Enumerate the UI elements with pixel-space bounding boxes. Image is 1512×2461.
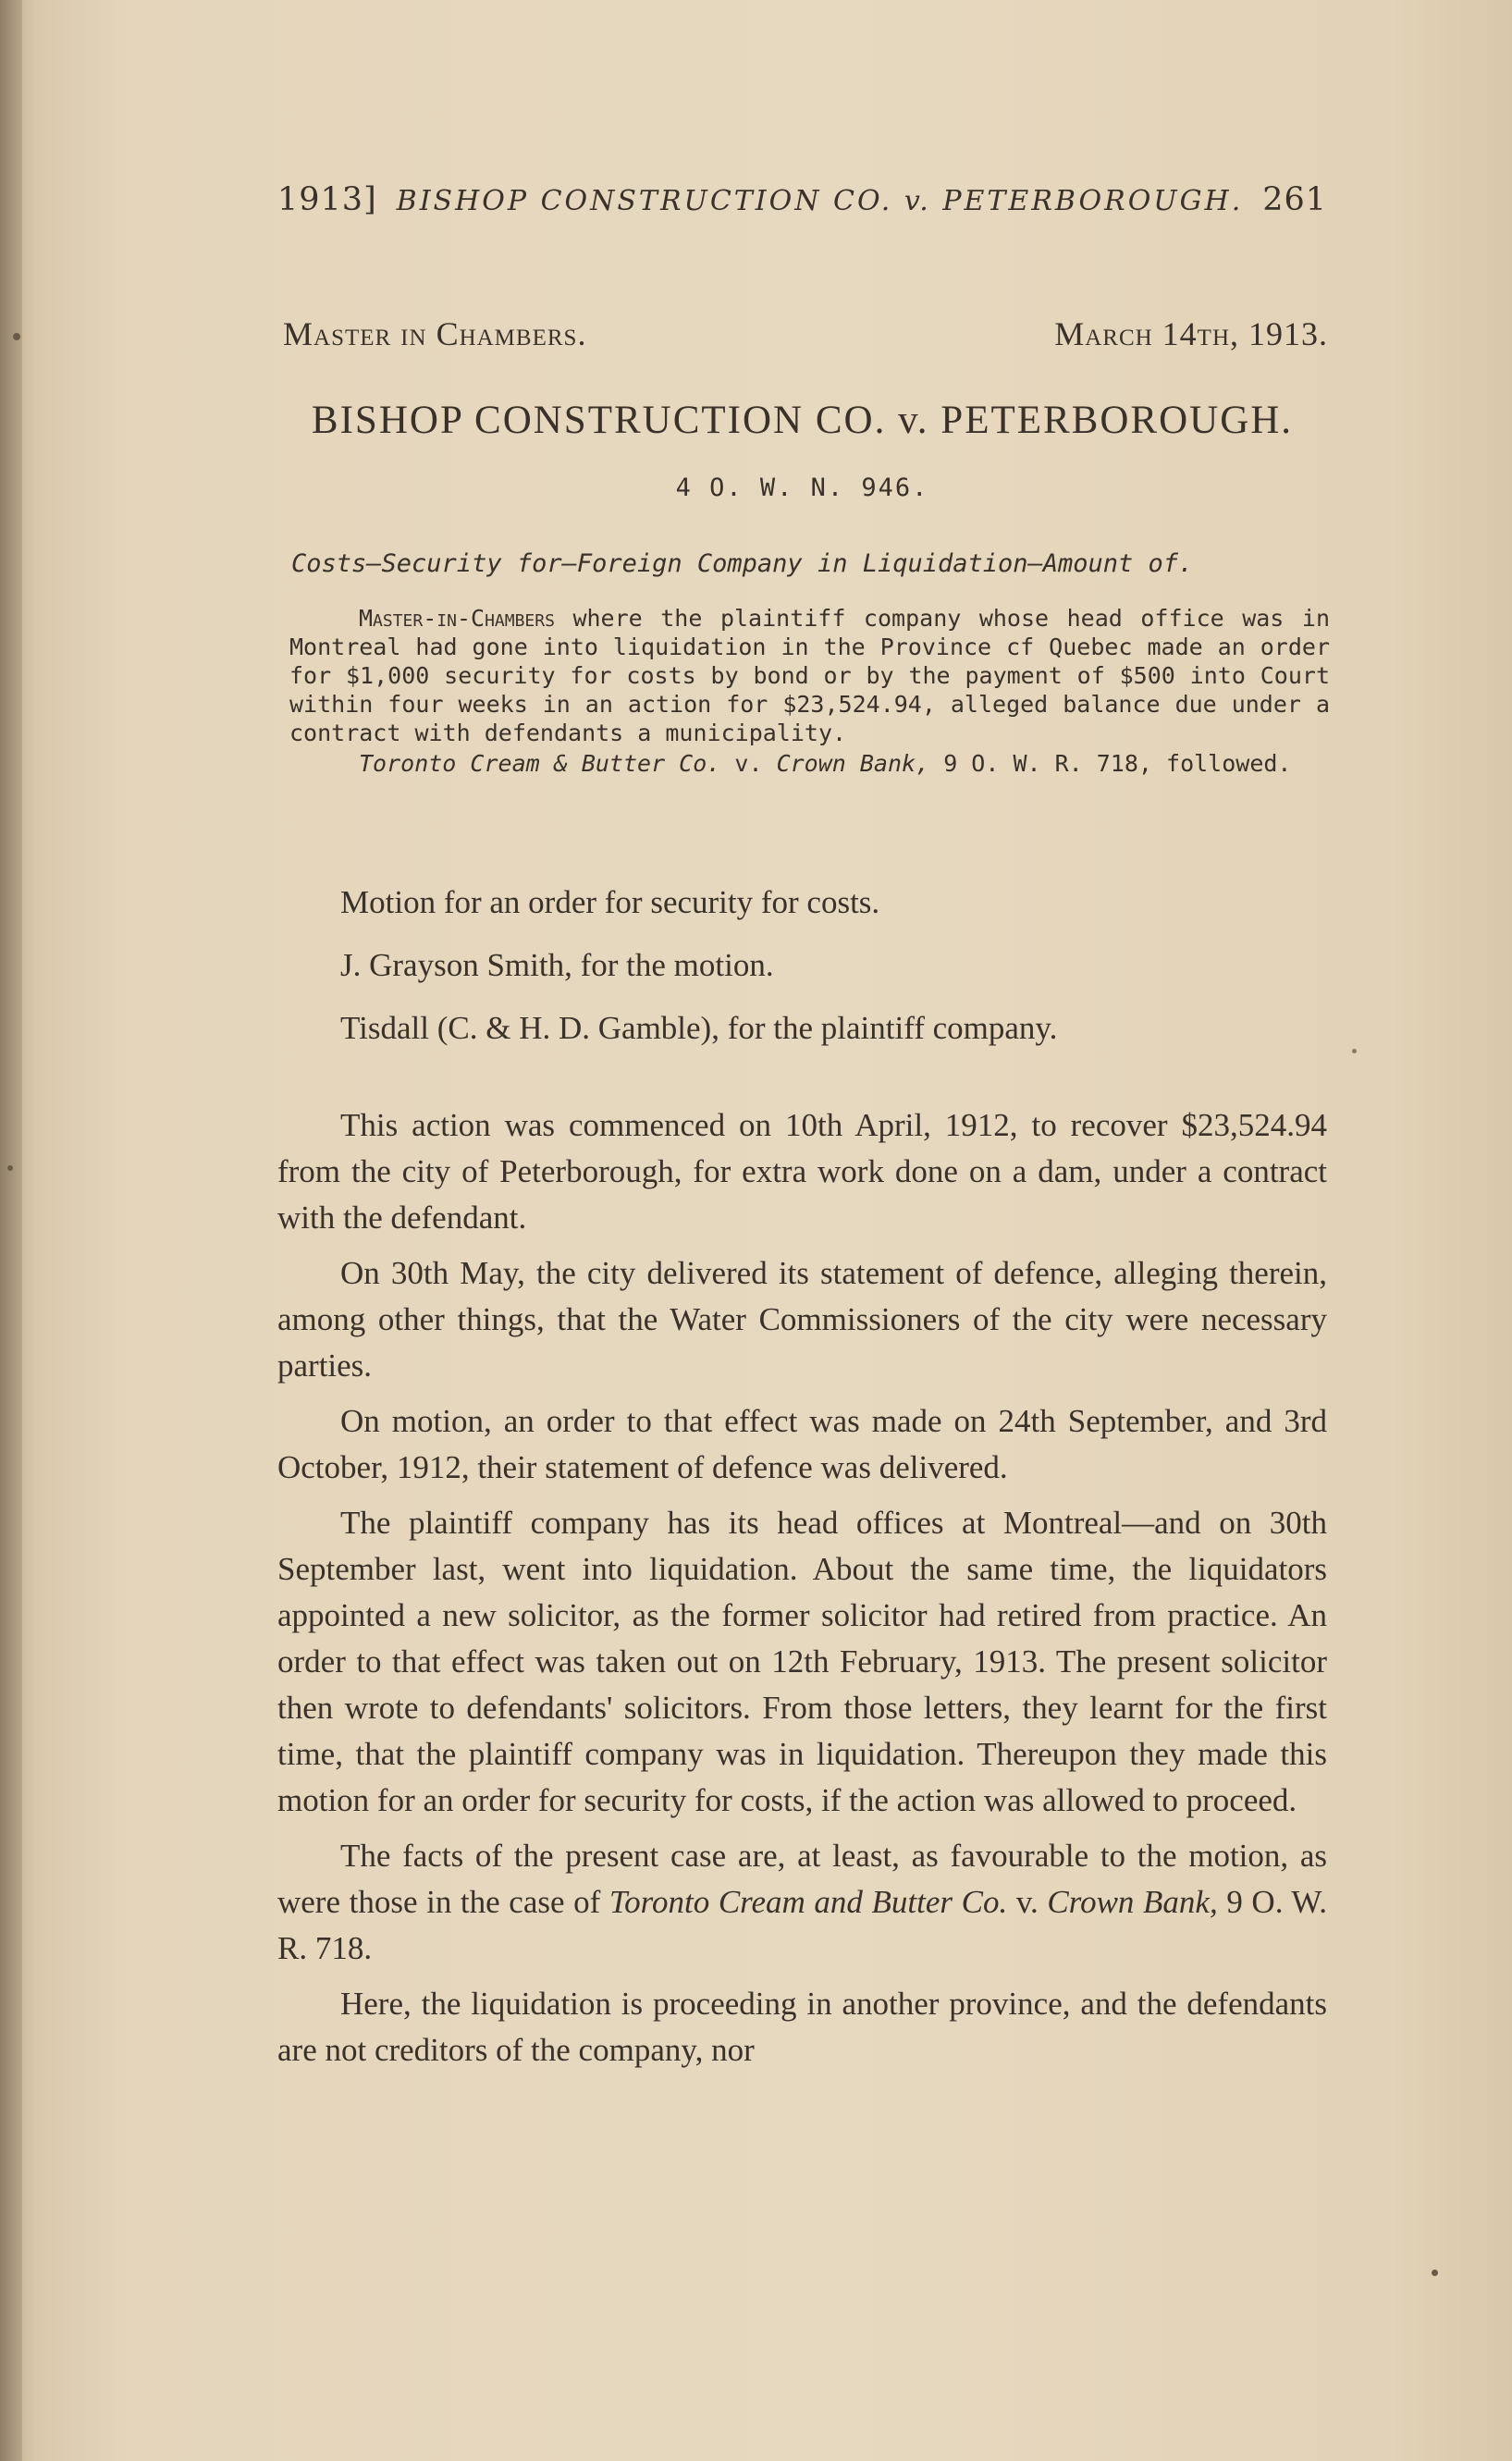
body-paragraph-1: This action was commenced on 10th April, 1912, to recover $23,524.94 from the city of Peterborough, for extra work done on a dam, under a contract with the defendant. <box>277 1107 1327 1236</box>
motion-line: Motion for an order for security for costs. <box>340 884 880 920</box>
followed-versus: v. <box>720 750 777 777</box>
court-line <box>283 314 1328 353</box>
catchwords: Costs—Security for—Foreign Company in Liquidation—Amount of. <box>291 549 1194 578</box>
counsel-section <box>340 884 1330 1073</box>
p5-case-a: Toronto Cream and Butter Co. <box>608 1884 1008 1920</box>
followed-case-name: Toronto Cream & Butter Co. <box>359 750 721 777</box>
p5-start: The facts of the present case are, at least, as favourable to the motion, as were those in the case of <box>277 1838 1327 1920</box>
body-paragraph-3: On motion, an order to that effect was made on 24th September, and 3rd October, 1912, their statement of defence was delivered. <box>277 1403 1327 1485</box>
headnote <box>289 604 1330 778</box>
running-head-year: 1913] <box>277 181 377 218</box>
p5-end: 9 O. W. R. 718. <box>277 1884 1327 1966</box>
paper-speck <box>7 1165 13 1171</box>
counsel-for-motion: J. Grayson Smith, for the motion. <box>340 947 774 983</box>
followed-citation: 9 O. W. R. 718, followed. <box>929 750 1292 777</box>
case-title: BISHOP CONSTRUCTION CO. v. PETERBOROUGH. <box>311 399 1294 442</box>
page-number: 261 <box>1262 181 1327 218</box>
decision-date: March 14th, 1913. <box>1054 315 1328 352</box>
case-citation: 4 O. W. N. 946. <box>675 474 929 502</box>
body-paragraph-6: Here, the liquidation is proceeding in another province, and the defendants are not creditors of the company, nor <box>277 1986 1327 2068</box>
headnote-lead: Master-in-Chambers <box>359 605 555 632</box>
followed-case-name-2: Crown Bank, <box>776 750 930 777</box>
paper-speck <box>1352 1049 1357 1053</box>
page-binding-edge <box>0 0 22 2461</box>
running-head-title: BISHOP CONSTRUCTION CO. v. PETERBOROUGH. <box>396 185 1244 217</box>
body-paragraph-4: The plaintiff company has its head offices at Montreal—and on 30th September last, went into liquidation. About the same time, the liquidators appointed a new solicitor, as the former solicitor had retired from practice. An order to that effect was taken out on 12th February, 1913. The present solicitor then wrote to defendants' solicitors. From those letters, they learnt for the first time, that the plaintiff company was in liquidation. Thereupon they made this motion for an order for security for costs, if the action was allowed to proceed. <box>277 1505 1327 1818</box>
headnote-followed <box>289 749 1330 778</box>
headnote-text: where the plaintiff company whose head office was in Montreal had gone into liquidation in the Province cf Quebec made an order for $1,000 security for costs by bond or by the payment of $500 into Court within four weeks in an action for $23,524.94, alleged balance due under a contract with defendants a municipality. <box>289 605 1330 746</box>
paper-speck <box>13 333 20 340</box>
paper-speck <box>1432 2270 1438 2276</box>
counsel-for-plaintiff: Tisdall (C. & H. D. Gamble), for the plaintiff company. <box>340 1010 1058 1046</box>
headnote-paragraph <box>289 604 1330 747</box>
running-head <box>277 181 1327 218</box>
judgment-body <box>277 1102 1327 2083</box>
p5-case-b: Crown Bank, <box>1047 1884 1218 1920</box>
court-name: Master in Chambers. <box>283 315 587 352</box>
body-paragraph-2: On 30th May, the city delivered its statement of defence, alleging therein, among other things, that the Water Commissioners of the city were necessary parties. <box>277 1255 1327 1384</box>
p5-versus: v. <box>1007 1884 1048 1920</box>
body-paragraph-5 <box>277 1833 1327 1972</box>
